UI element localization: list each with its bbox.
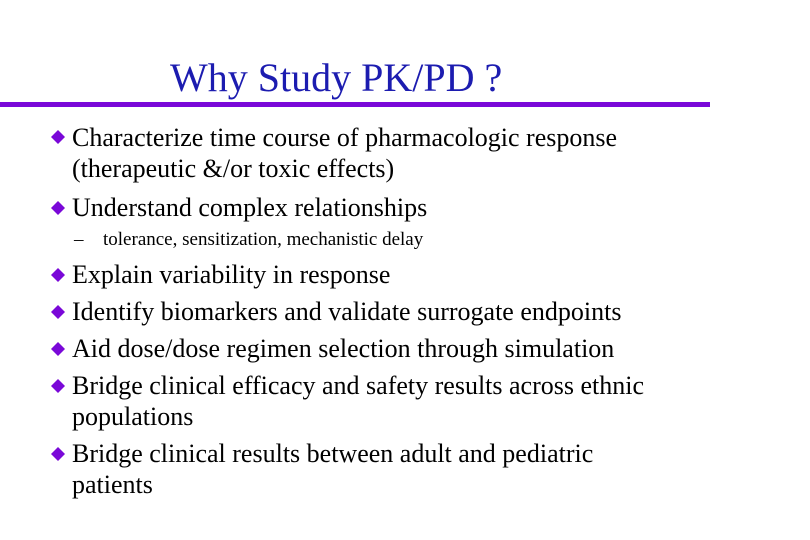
sub-bullet-dash: – [74,229,84,250]
bullet-4-line-1: Identify biomarkers and validate surrogate endpoints [72,297,622,326]
diamond-bullet-icon [50,267,66,283]
diamond-bullet-icon [50,304,66,320]
diamond-bullet-icon [50,129,66,145]
bullet-3-line-1: Explain variability in response [72,260,391,289]
diamond-bullet-icon [50,200,66,216]
bullet-6-line-2: populations [72,402,194,431]
diamond-bullet-icon [50,341,66,357]
bullet-2-line-1: Understand complex relationships [72,193,428,222]
bullet-5-line-1: Aid dose/dose regimen selection through simulation [72,334,615,363]
bullet-1-line-1: Characterize time course of pharmacologic response [72,123,618,152]
diamond-bullet-icon [50,446,66,462]
slide-title: Why Study PK/PD ? [170,55,503,100]
bullet-6-line-1: Bridge clinical efficacy and safety results across ethnic [72,371,645,400]
bullet-7-line-2: patients [72,470,153,499]
bullet-1-line-2: (therapeutic &/or toxic effects) [72,154,395,183]
bullet-7-line-1: Bridge clinical results between adult and pediatric [72,439,594,468]
sub-bullet-1: tolerance, sensitization, mechanistic delay [103,229,424,250]
title-underline [0,102,710,107]
diamond-bullet-icon [50,378,66,394]
